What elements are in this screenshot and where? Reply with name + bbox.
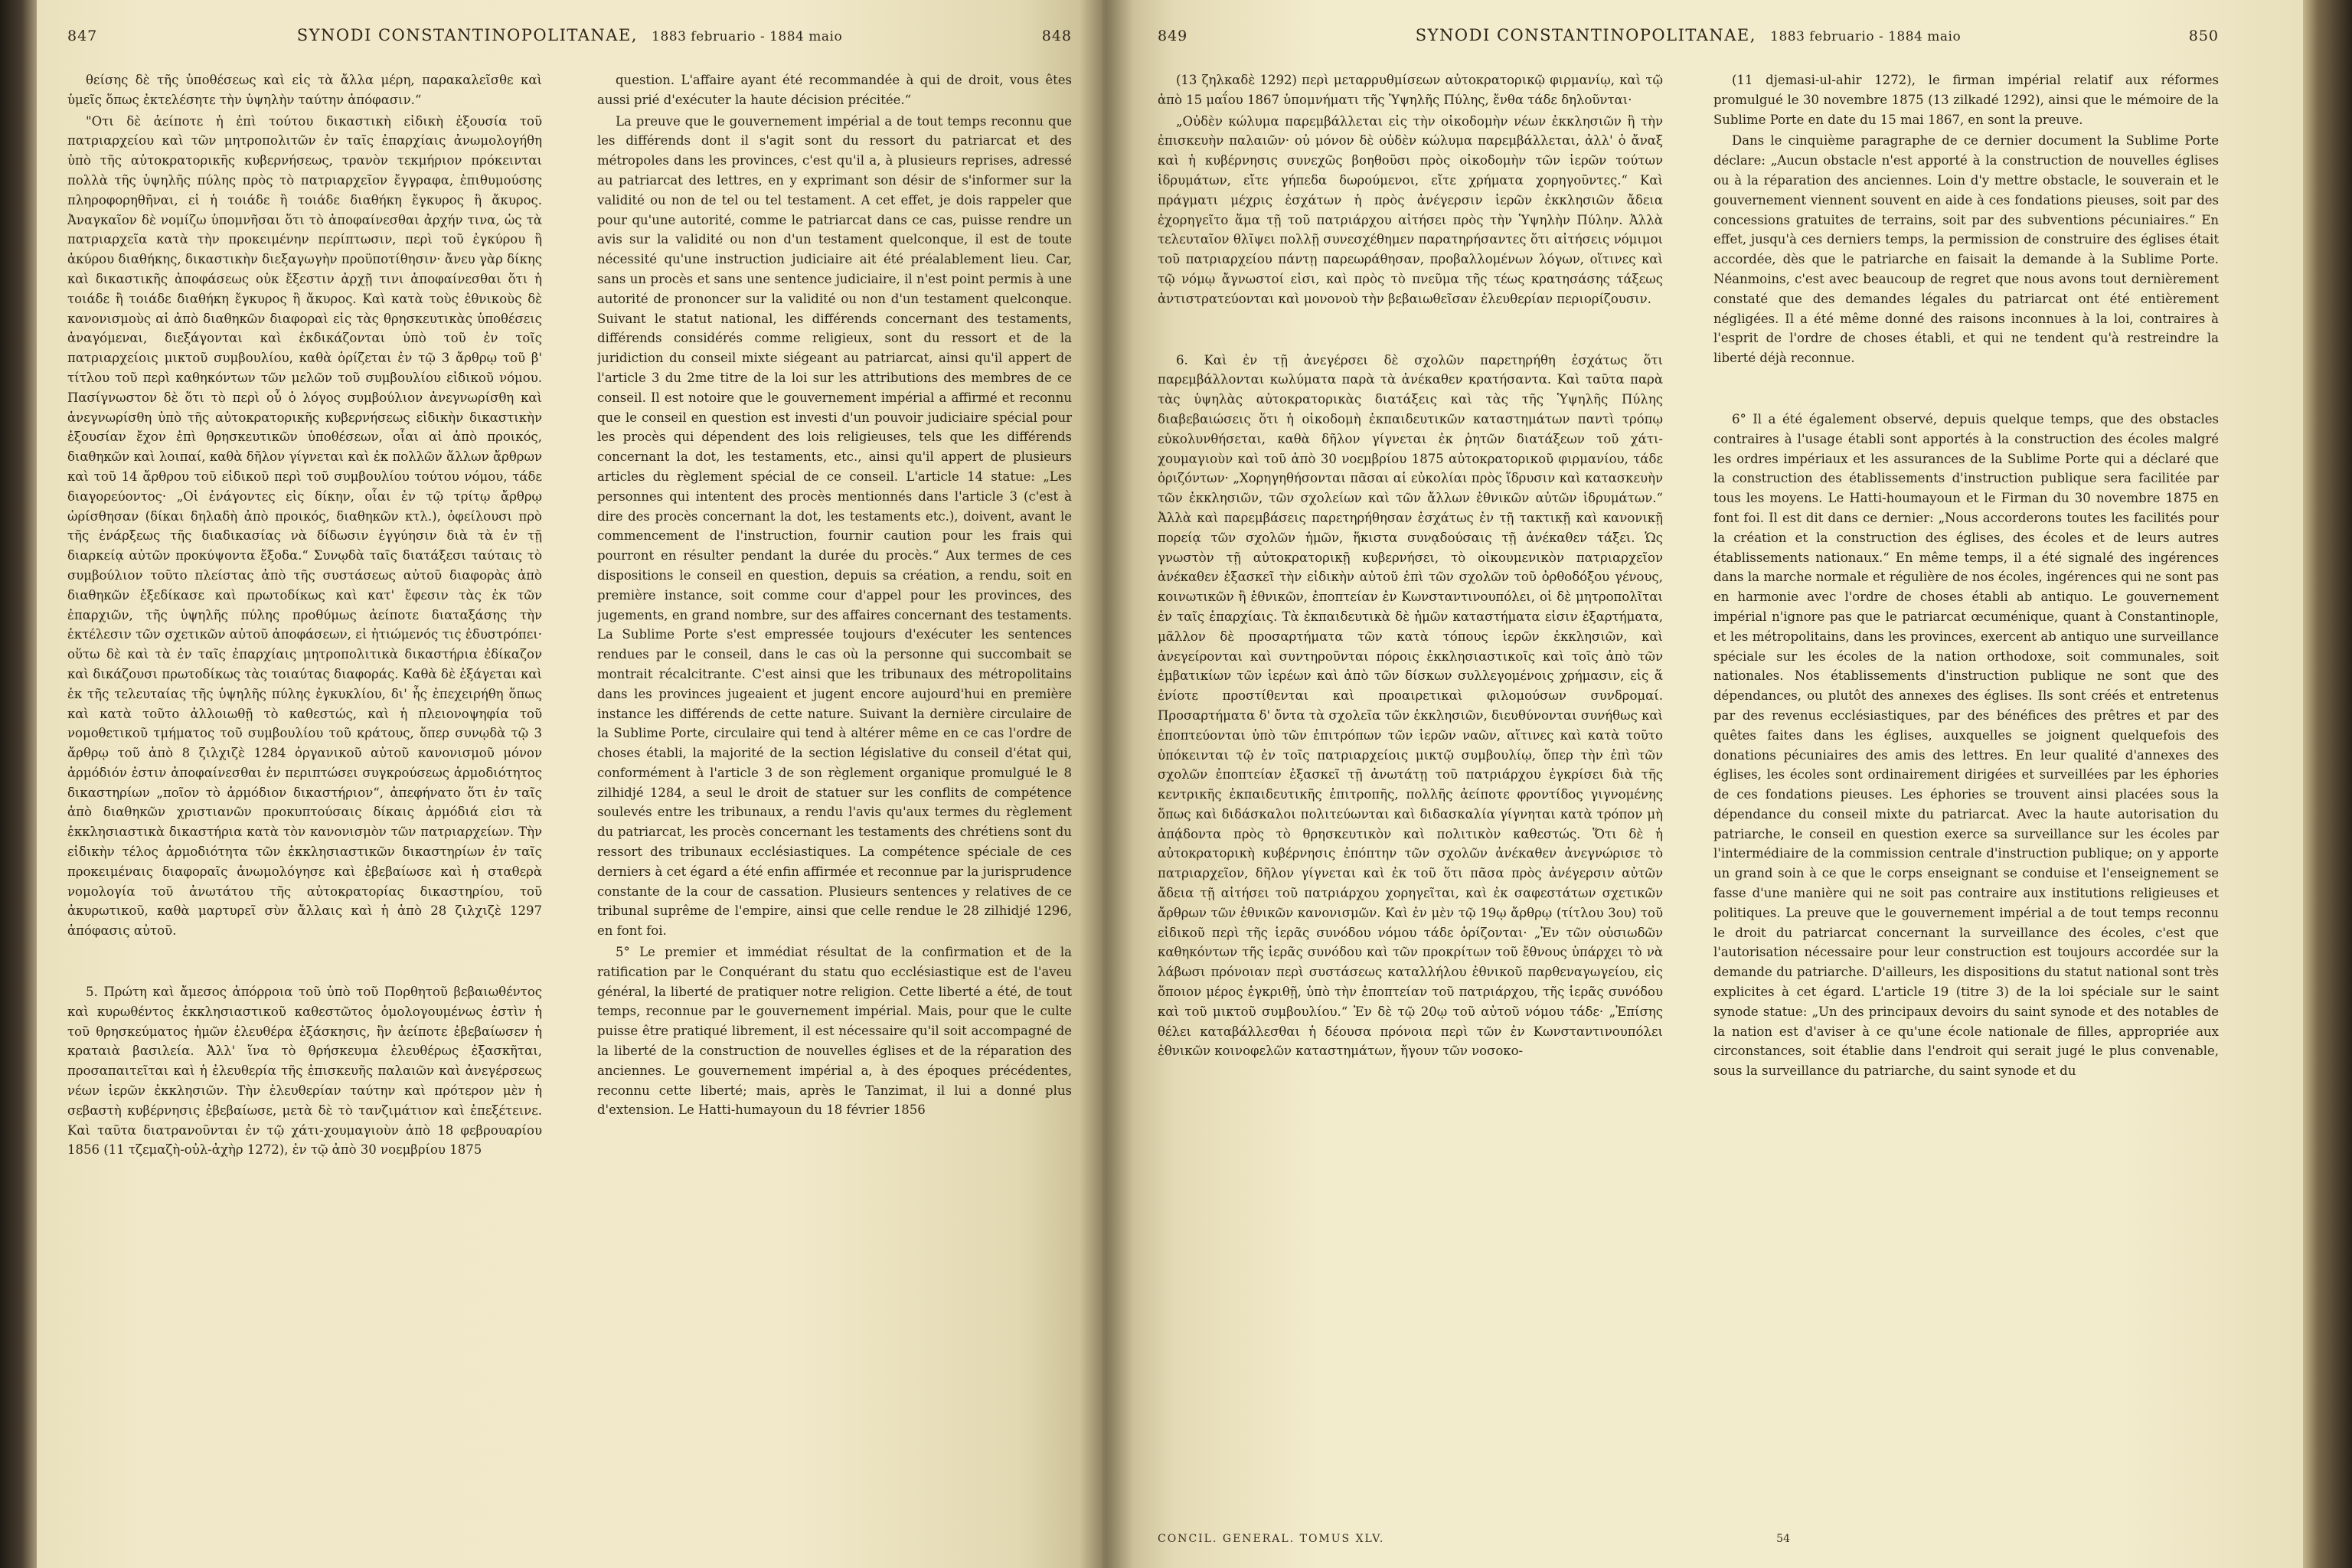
greek-paragraph: (13 ζηλκαδὲ 1292) περὶ μεταρρυθμίσεων αὐτοκρατορικῷ φιρμανίῳ, καὶ τῷ ἀπὸ 15 μαΐου 1867 ὑπομνήματι τῆς Ὑψηλῆς Πύλης, ἔνθα τάδε δηλοῦνται· <box>1158 73 1663 107</box>
page-number-849: 849 <box>1158 28 1188 44</box>
right-page-header <box>1158 26 2219 44</box>
greek-column <box>1158 70 1663 1533</box>
french-paragraph: La preuve que le gouvernement impérial a de tout temps reconnu que les différends dont il s'agit sont du ressort du patriarcat et des métropoles dans les provinces, c'est qu'il a, à plusieurs reprises, adressé au patriarcat des lettres, en y exprimant son désir de s'informer sur la validité ou non de tel ou tel testament. A cet effet, je dois rappeler que pour qu'une autorité, comme le patriarcat dans ce cas, puisse rendre un avis sur la validité ou non d'un testament quelconque, il est de toute nécessité qu'une instruction judiciaire ait été préalablement lieu. Car, sans un procès et sans une sentence judiciaire, il n'est point permis à une autorité de prononcer sur la validité ou non d'un testament quelconque. Suivant le statut national, les différends concernant des testaments, différends considérés comme religieux, sont du ressort et de la juridiction du conseil mixte siégeant au patriarcat, ainsi qu'il appert de l'article 3 du 2me titre de la loi sur les attributions des membres de ce conseil. Il est notoire que le gouvernement impérial a affirmé et reconnu que le conseil en question est investi d'un pouvoir judiciaire spécial pour les procès qui dépendent des lois religieuses, tels que les différends concernant la dot, les testaments, etc., ainsi qu'il appert de plusieurs articles du règlement spécial de ce conseil. L'article 14 statue: „Les personnes qui intentent des procès mentionnés dans l'article 3 (c'est à dire des procès concernant la dot, les testaments etc.), doivent, avant le commencement de l'instruction, fournir caution pour les frais qui pourront en résulter pendant la durée du procès.“ Aux termes de ces dispositions le conseil en question, depuis sa création, a rendu, soit en première instance, soit comme cour d'appel pour les provinces, des jugements, en grand nombre, sur des affaires concernant des testaments. La Sublime Porte s'est empressée toujours d'exécuter les sentences rendues par le conseil, dans le cas où la personne qui succombait se montrait récalcitrante. C'est ainsi que les tribunaux des métropolitains dans les provinces jugeaient et jugent encore aujourd'hui en première instance les différends de cette nature. Suivant la dernière circulaire de la Sublime Porte, circulaire qui tend à altérer même en ce cas l'ordre de choses établi, la majorité de la section législative du conseil d'état qui, conformément à l'article 3 de son règlement organique promulgué le 8 zilhidjé 1284, a seul le droit de statuer sur les conflits de compétence soulevés entre les tribunaux, a rendu l'avis qu'aux termes du règlement du patriarcat, les procès concernant les testaments des chrétiens sont du ressort des tribunaux ecclésiastiques. La compétence spéciale de ces derniers à cet égard a été enfin affirmée et reconnue par la jurisprudence constante de la cour de cassation. Plusieurs sentences y relatives de ce tribunal suprême de l'empire, ainsi que celle rendue le 28 zilhidjé 1296, en font foi. <box>597 113 1072 939</box>
running-title-text: SYNODI CONSTANTINOPOLITANAE, <box>1415 26 1756 44</box>
french-column <box>1713 70 2219 1533</box>
page-number-847: 847 <box>67 28 98 44</box>
greek-paragraph: „Οὐδὲν κώλυμα παρεμβάλλεται εἰς τὴν οἰκοδομὴν νέων ἐκκλησιῶν ἢ τὴν ἐπισκευὴν παλαιῶν· οὐ μόνον δὲ οὐδὲν κώλυμα παρεμβάλλεται, ἀλλ' ὁ ἄναξ καὶ ἡ κυβέρνησις συνεχῶς βοηθοῦσι πρὸς οἰκοδομὴν τῶν ἱερῶν τούτων ἱδρυμάτων, εἴτε γήπεδα δωρούμενοι, εἴτε χρήματα χορηγοῦντες.“ Καὶ πράγματι μέχρις ἐσχάτων ἡ πρὸς ἀνέγερσιν ἱερῶν ἐκκλησιῶν ἄδεια ἐχορηγεῖτο ἅμα τῇ τοῦ πατριάρχου αἰτήσει πρὸς τὴν Ὑψηλὴν Πύλην. Ἀλλὰ τελευταῖον θλῖψει πολλῇ συνεσχέθημεν παρατηρήσαντες ὅτι αἰτήσεις νόμιμοι τοῦ πατριαρχείου πάντῃ παρεωράθησαν, προβαλλομένων λόγων, οἵτινες καὶ τῷ νόμῳ ἄγνωστοί εἰσι, καὶ πρὸς τὸ πνεῦμα τῆς τέως κρατησάσης τάξεως ἀντιστρατεύονται καὶ μονονοὺ τὴν βεβαιωθεῖσαν ἐλευθερίαν περιορίζουσιν. <box>1158 113 1663 306</box>
page-number-848: 848 <box>1041 28 1072 44</box>
french-paragraph: (11 djemasi-ul-ahir 1272), le firman impérial relatif aux réformes promulgué le 30 novembre 1875 (13 zilkadé 1292), ainsi que le mémoire de la Sublime Porte en date du 15 mai 1867, en sont la preuve. <box>1713 73 2219 127</box>
book-gutter-shadow <box>1080 0 1133 1568</box>
right-page-columns <box>1158 70 2219 1533</box>
running-title <box>297 26 842 44</box>
greek-paragraph: "Οτι δὲ ἀείποτε ἡ ἐπὶ τούτου δικαστικὴ εἰδικὴ ἐξουσία τοῦ πατριαρχείου καὶ τῶν μητροπολιτῶν ἐν ταῖς ἐπαρχίαις ἀνωμολογήθη ὑπὸ τῆς αὐτοκρατορικῆς κυβερνήσεως, τρανὸν τεκμήριον πρόκεινται πολλὰ τῆς ὑψηλῆς πύλης πρὸς τὸ πατριαρχεῖον ἔγγραφα, ἐπιθυμούσης πληροφορηθῆναι, εἰ ἡ τοιάδε ἢ τοιάδε διαθήκη ἔγκυρος ἢ ἄκυρος. Ἀναγκαῖον δὲ νομίζω ὑπομνῆσαι ὅτι τὸ ἀποφαίνεσθαι ἀρχήν τινα, ὡς τὰ πατριαρχεῖα κατὰ τὴν προκειμένην περίπτωσιν, περὶ τοῦ ἐγκύρου ἢ ἀκύρου διαθήκης, δικαστικὴν διεξαγωγὴν προϋποτίθησιν· ἄνευ γὰρ δίκης καὶ δικαστικῆς ἀποφάσεως οὐκ ἔξεστιν ἀρχῇ τινι ἀποφαίνεσθαι ὅτι ἡ τοιάδε ἢ τοιάδε διαθήκη ἔγκυρος ἢ ἄκυρος. Καὶ κατὰ τοὺς ἐθνικοὺς δὲ κανονισμοὺς αἱ ἀπὸ διαθηκῶν διαφοραὶ εἰς τὰς θρησκευτικὰς ὑποθέσεις ἀναγόμεναι, διεξάγονται καὶ ἐκδικάζονται ὑπὸ τοῦ ἐν τοῖς πατριαρχείοις μικτοῦ συμβουλίου, καθὰ ὁρίζεται ἐν τῷ 3 ἄρθρῳ τοῦ β' τίτλου τοῦ περὶ καθηκόντων τῶν μελῶν τοῦ συμβουλίου εἰδικοῦ νόμου. Πασίγνωστον δὲ ὅτι τὸ περὶ οὗ ὁ λόγος συμβούλιον ἀνεγνωρίσθη καὶ ἀνεγνωρίσθη ὑπὸ τῆς αὐτοκρατορικῆς κυβερνήσεως εἰδικὴν δικαστικὴν ἐξουσίαν ἔχον ἐπὶ θρησκευτικῶν ὑποθέσεων, οἷαι αἱ ἀπὸ προικός, διαθηκῶν καὶ λοιπαί, καθὰ δῆλον γίγνεται καὶ ἐκ πολλῶν ἄλλων ἄρθρων καὶ τοῦ 14 ἄρθρου τοῦ εἰδικοῦ περὶ τοῦ συμβουλίου τούτου νόμου, τάδε διαγορεύοντος· „Οἱ ἐνάγοντες εἰς δίκην, οἷαι ἐν τῷ τρίτῳ ἄρθρῳ ὡρίσθησαν (δίκαι δηλαδὴ ἀπὸ προικός, διαθηκῶν κτλ.), ὀφείλουσι πρὸ τῆς ἐνάρξεως τῆς διαδικασίας νὰ δίδωσιν ἐγγύησιν διὰ τὰ ἐν τῇ διαρκείᾳ αὐτῶν προκύψοντα ἔξοδα.“ Συνῳδὰ ταῖς διατάξεσι ταύταις τὸ συμβούλιον τοῦτο πλείστας ἀπὸ τῆς συστάσεως αὐτοῦ διαφορὰς ἀπὸ διαθηκῶν ἐξεδίκασε καὶ πρωτοδίκως καὶ κατ' ἔφεσιν τὰς ἐκ τῶν ἐπαρχιῶν, τῆς ὑψηλῆς πύλης προθύμως ἀείποτε διαταξάσης τὴν ἐκτέλεσιν τῶν σχετικῶν αὐτοῦ ἀποφάσεων, εἰ ἠτιώμενός τις ἐδυστρόπει· οὕτω δὲ καὶ τὰ ἐν ταῖς ἐπαρχίαις μητροπολιτικὰ δικαστήρια ἐδίκαζον καὶ δικάζουσι πρωτοδίκως τὰς τοιαύτας διαφοράς. Καθὰ δὲ ἐξάγεται καὶ ἐκ τῆς τελευταίας τῆς ὑψηλῆς πύλης ἐγκυκλίου, δι' ἧς ἐπεχειρήθη ὅπως καὶ κατὰ τοῦτο ἀλλοιωθῇ τὸ καθεστώς, καὶ ἡ πλειονοψηφία τοῦ νομοθετικοῦ τμήματος τοῦ συμβουλίου τοῦ κράτους, ὅπερ συνῳδὰ τῷ 3 ἄρθρῳ τοῦ ἀπὸ 8 ζιλχιζὲ 1284 ὀργανικοῦ αὐτοῦ κανονισμοῦ μόνον ἁρμόδιόν ἐστιν ἀποφαίνεσθαι ἐν περιπτώσει συγκρούσεως ἁρμοδιότητος δικαστηρίων „ποῖον τὸ ἁρμόδιον δικαστήριον“, ἀπεφήνατο ὅτι ἐν ταῖς ἀπὸ διαθηκῶν χριστιανῶν προκυπτούσαις δίκαις ἁρμόδιά εἰσι τὰ ἐκκλησιαστικὰ δικαστήρια κατὰ τὸν κανονισμὸν τῶν πατριαρχείων. Τὴν εἰδικὴν τέλος ἁρμοδιότητα τῶν ἐκκλησιαστικῶν δικαστηρίων ἐν ταῖς προκειμέναις διαφοραῖς ἀνωμολόγησε καὶ ἐβεβαίωσε καὶ ἡ σταθερὰ νομολογία τοῦ ἀνωτάτου τῆς αὐτοκρατορίας δικαστηρίου, τοῦ ἀκυρωτικοῦ, καθὰ μαρτυρεῖ σὺν ἄλλαις καὶ ἡ ἀπὸ 28 ζιλχιζὲ 1297 ἀπόφασις αὐτοῦ. <box>67 113 542 939</box>
french-paragraph: 5° Le premier et immédiat résultat de la confirmation et de la ratification par le Conquérant du statu quo ecclésiastique est de l'aveu général, la liberté de pratiquer notre religion. Cette liberté a été, de tout temps, reconnue par le gouvernement impérial. Mais, pour que le culte puisse être pratiqué librement, il est nécessaire qu'il soit accompagné de la liberté de la construction de nouvelles églises et de la réparation des anciennes. Le gouvernement impérial a, à des époques précédentes, reconnu cette liberté; mais, après le Tanzimat, il lui a donné plus d'extension. Le Hatti-humayoun du 18 février 1856 <box>597 945 1072 1118</box>
book-binding-left <box>0 0 37 1568</box>
left-page-columns <box>67 70 1072 1568</box>
book-binding-right <box>2303 0 2352 1568</box>
french-paragraph: Dans le cinquième paragraphe de ce dernier document la Sublime Porte déclare: „Aucun obstacle n'est apporté à la construction de nouvelles églises ou à la réparation des anciennes. Loin d'y mettre obstacle, le souverain et le gouvernement viennent souvent en aide à ces fondations pieuses, soit par des concessions gratuites de terrains, soit par des subventions pécuniaires.“ En effet, jusqu'à ces derniers temps, la permission de construire des églises était accordée, dès que le patriarche en faisait la demande à la Sublime Porte. Néanmoins, c'est avec beaucoup de regret que nous avons tout dernièrement constaté que des demandes légales du patriarcat ont été entièrement négligées. Il a été même donné des raisons inconnues à la loi, contraires à l'esprit de l'ordre de choses établi, et qui ne tendent qu'à restreindre la liberté déjà reconnue. <box>1713 133 2219 366</box>
left-page <box>37 0 1102 1568</box>
page-number-850: 850 <box>2188 28 2219 44</box>
footer-signature-number: 54 <box>1776 1533 1790 1545</box>
footer-signature: CONCIL. GENERAL. TOMUS XLV. <box>1158 1533 1385 1545</box>
running-subtitle: 1883 februario - 1884 maio <box>652 29 843 44</box>
running-title <box>1416 26 1961 44</box>
running-subtitle: 1883 februario - 1884 maio <box>1770 29 1962 44</box>
french-column <box>597 70 1072 1568</box>
greek-column <box>67 70 542 1568</box>
running-title-text: SYNODI CONSTANTINOPOLITANAE, <box>296 26 638 44</box>
right-page <box>1102 0 2303 1568</box>
greek-paragraph: θείσης δὲ τῆς ὑποθέσεως καὶ εἰς τὰ ἄλλα μέρη, παρακαλεῖσθε καὶ ὑμεῖς ὅπως ἐκτελέσητε τὴν ὑψηλὴν ταύτην ἀπόφασιν.“ <box>67 73 542 107</box>
left-page-header <box>67 26 1072 44</box>
page-footer <box>1158 1533 2219 1545</box>
french-paragraph: question. L'affaire ayant été recommandée à qui de droit, vous êtes aussi prié d'exécuter la haute décision précitée.“ <box>597 73 1072 107</box>
greek-paragraph: 6. Καὶ ἐν τῇ ἀνεγέρσει δὲ σχολῶν παρετηρήθη ἐσχάτως ὅτι παρεμβάλλονται κωλύματα παρὰ τὰ ἀνέκαθεν κρατήσαντα. Καὶ ταῦτα παρὰ τὰς ὑψηλὰς αὐτοκρατορικὰς διατάξεις καὶ τὰς τῆς Ὑψηλῆς Πύλης διαβεβαιώσεις ὅτι ἡ οἰκοδομὴ ἐκπαιδευτικῶν καταστημάτων παντὶ τρόπῳ εὐκολυνθήσεται, καθὰ δῆλον γίγνεται ἐκ ῥητῶν διατάξεων τοῦ χάτι-χουμαγιοὺν καὶ τοῦ ἀπὸ 30 νοεμβρίου 1875 αὐτοκρατορικοῦ φιρμανίου, τάδε ὁριζόντων· „Χορηγηθήσονται πᾶσαι αἱ εὐκολίαι πρὸς ἵδρυσιν καὶ κατασκευὴν τῶν ἐκκλησιῶν, τῶν σχολείων καὶ τῶν ἄλλων ἐθνικῶν αὐτῶν ἱδρυμάτων.“ Ἀλλὰ καὶ παρεμβάσεις παρετηρήθησαν ἐσχάτως ἐν τῇ τακτικῇ καὶ κανονικῇ πορείᾳ τῶν σχολῶν ἡμῶν, ἥκιστα συνᾳδούσαις τῇ ἀνέκαθεν τάξει. Ὡς γνωστὸν τῇ αὐτοκρατορικῇ κυβερνήσει, τὸ οἰκουμενικὸν πατριαρχεῖον ἀνέκαθεν ἐξασκεῖ τὴν εἰδικὴν αὐτοῦ ἐπὶ τῶν σχολῶν τοῦ ὀρθοδόξου γένους, κοινωτικῶν ἢ ἐθνικῶν, ἐποπτείαν ἐν Κωνσταντινουπόλει, οἱ δὲ μητροπολῖται ἐν ταῖς ἐπαρχίαις. Τὰ ἐκπαιδευτικὰ δὲ ἡμῶν καταστήματα εἰσιν ἐξαρτήματα, μᾶλλον δὲ προσαρτήματα τῶν κατὰ τόπους ἱερῶν ἐκκλησιῶν, καὶ ἀνεγείρονται καὶ συντηροῦνται πόροις ἐκκλησιαστικοῖς καὶ τοῖς ἀπὸ τῶν ἐμβατικίων τῶν ἱερέων καὶ ἀπὸ τῶν δίσκων συλλεγομένοις χρήμασιν, εἰς ἅ ἐνίοτε προστίθενται καὶ προαιρετικαὶ φιλομούσων συνδρομαί. Προσαρτήματα δ' ὄντα τὰ σχολεῖα τῶν ἐκκλησιῶν, διευθύνονται συνήθως καὶ ἐποπτεύονται ὑπὸ τῶν ἐπιτρόπων τῶν ἱερῶν ναῶν, αἵτινες καὶ κατὰ τοῦτο ὑπόκεινται τῷ ἐν τοῖς πατριαρχείοις μικτῷ συμβουλίῳ, ὅπερ τὴν ἐπὶ τῶν σχολῶν ἐποπτείαν ἐξασκεῖ τῇ ἀνωτάτῃ τοῦ πατριάρχου ἐγκρίσει διὰ τῆς κεντρικῆς ἐκπαιδευτικῆς ἐπιτροπῆς, πολλῆς ἀείποτε φροντίδος γιγνομένης ὅπως καὶ διδάσκαλοι πολιτεύωνται καὶ διδασκαλία γίγνηται κατὰ τρόπον μὴ ἀπᾴδοντα πρὸς τὸ θρησκευτικὸν καὶ πολιτικὸν καθεστώς. Ὅτι δὲ ἡ αὐτοκρατορικὴ κυβέρνησις ἐπόπτην τῶν σχολῶν ἀνέκαθεν ἀνεγνώρισε τὸ πατριαρχεῖον, δῆλον γίγνεται καὶ ἐκ τοῦ ὅτι πᾶσα πρὸς ἀνέγερσιν αὐτῶν ἄδεια τῇ αἰτήσει τοῦ πατριάρχου χορηγεῖται, καὶ ἐκ σαφεστάτων σχετικῶν ἄρθρων τῶν ἐθνικῶν κανονισμῶν. Καὶ ἐν μὲν τῷ 19ῳ ἄρθρῳ (τίτλου 3ου) τοῦ εἰδικοῦ περὶ τῆς ἱερᾶς συνόδου νόμου τάδε ὁρίζονται· „Ἐν τῶν οὐσιωδῶν καθηκόντων τῆς ἱερᾶς συνόδου καὶ τῶν προκρίτων τοῦ ἔθνους ὑπάρχει τὸ νὰ λάβωσι πρόνοιαν περὶ συστάσεως καταλλήλου ἐθνικοῦ παρθεναγωγείου, εἰς ὅποιον μέρος ἐγκριθῇ, ὑπὸ τὴν ἐποπτείαν τοῦ πατριάρχου, τῆς ἱερᾶς συνόδου καὶ τοῦ μικτοῦ συμβουλίου.“ Ἐν δὲ τῷ 20ῳ τοῦ αὐτοῦ νόμου τάδε· „Ἐπίσης θέλει καταβάλλεσθαι ἡ δέουσα πρόνοια περὶ τῶν ἐν Κωνσταντινουπόλει ἐθνικῶν κοινοφελῶν καταστημάτων, ἤγουν τῶν νοσοκο- <box>1158 352 1663 1059</box>
greek-paragraph: 5. Πρώτη καὶ ἄμεσος ἀπόρροια τοῦ ὑπὸ τοῦ Πορθητοῦ βεβαιωθέντος καὶ κυρωθέντος ἐκκλησιαστικοῦ καθεστῶτος ὁμολογουμένως ἐστὶν ἡ τοῦ θρησκεύματος ἡμῶν ἐλευθέρα ἐξάσκησις, ἣν ἀείποτε ἐβεβαίωσεν ἡ κραταιὰ βασιλεία. Ἀλλ' ἵνα τὸ θρήσκευμα ἐλευθέρως ἐξασκῆται, προσαπαιτεῖται καὶ ἡ ἐλευθερία τῆς ἐπισκευῆς παλαιῶν καὶ ἀνεγέρσεως νέων ἱερῶν ἐκκλησιῶν. Τὴν ἐλευθερίαν ταύτην καὶ πρότερον μὲν ἡ σεβαστὴ κυβέρνησις ἐβεβαίωσε, μετὰ δὲ τὸ τανζιμάτιον καὶ ἐπεξέτεινε. Καὶ ταῦτα διατρανοῦνται ἐν τῷ χάτι-χουμαγιοὺν ἀπὸ 18 φεβρουαρίου 1856 (11 τζεμαζὴ-οὐλ-ἀχὴρ 1272), ἐν τῷ ἀπὸ 30 νοεμβρίου 1875 <box>67 985 542 1158</box>
french-paragraph: 6° Il a été également observé, depuis quelque temps, que des obstacles contraires à l'usage établi sont apportés à la construction des écoles malgré les ordres impériaux et les assurances de la Sublime Porte qui a déclaré que la construction des établissements d'instruction publique sera facilitée par tous les moyens. Le Hatti-houmayoun et le Firman du 30 novembre 1875 en font foi. Il est dit dans ce dernier: „Nous accorderons toutes les facilités pour la création et la construction des églises, des écoles et de leurs autres établissements nationaux.“ En même temps, il a été signalé des ingérences dans la marche normale et régulière de nos écoles, ingérences qui ne sont pas en harmonie avec l'ordre de choses établi ab antiquo. Le gouvernement impérial n'ignore pas que le patriarcat œcuménique, quant à Constantinople, et les métropolitains, dans les provinces, exercent ab antiquo une surveillance spéciale sur les écoles de la nation orthodoxe, soit communales, soit nationales. Nos établissements d'instruction publique ne sont que des dépendances, ou plutôt des annexes des églises. Ils sont créés et entretenus par des revenus ecclésiastiques, par des bénéfices des prêtres et par des quêtes faites dans les églises, auxquelles se joignent quelquefois des donations pécuniaires des amis des lettres. En leur qualité d'annexes des églises, les écoles sont ordinairement dirigées et surveillées par les éphories de ces fondations pieuses. Les éphories se trouvent ainsi placées sous la dépendance du conseil mixte du patriarcat. Avec la haute autorisation du patriarche, le conseil en question exerce sa surveillance sur les écoles par l'intermédiaire de la commission centrale d'instruction publique; on y apporte un grand soin à ce que le corps enseignant se conduise et l'enseignement se fasse d'une manière qui ne soit pas contraire aux institutions religieuses et politiques. La preuve que le gouvernement impérial a de tout temps reconnu le droit du patriarcat concernant la surveillance des écoles, c'est que l'autorisation nécessaire pour leur construction est toujours accordée sur la demande du patriarche. D'ailleurs, les dispositions du statut national sont très explicites à cet égard. L'article 19 (titre 3) de la loi spéciale sur le saint synode statue: „Un des principaux devoirs du saint synode et des notables de la nation est d'aviser à ce qu'une école nationale de filles, appropriée aux circonstances, soit établie dans l'endroit qui serait jugé le plus convenable, sous la surveillance du patriarche, du saint synode et du <box>1713 411 2219 1079</box>
